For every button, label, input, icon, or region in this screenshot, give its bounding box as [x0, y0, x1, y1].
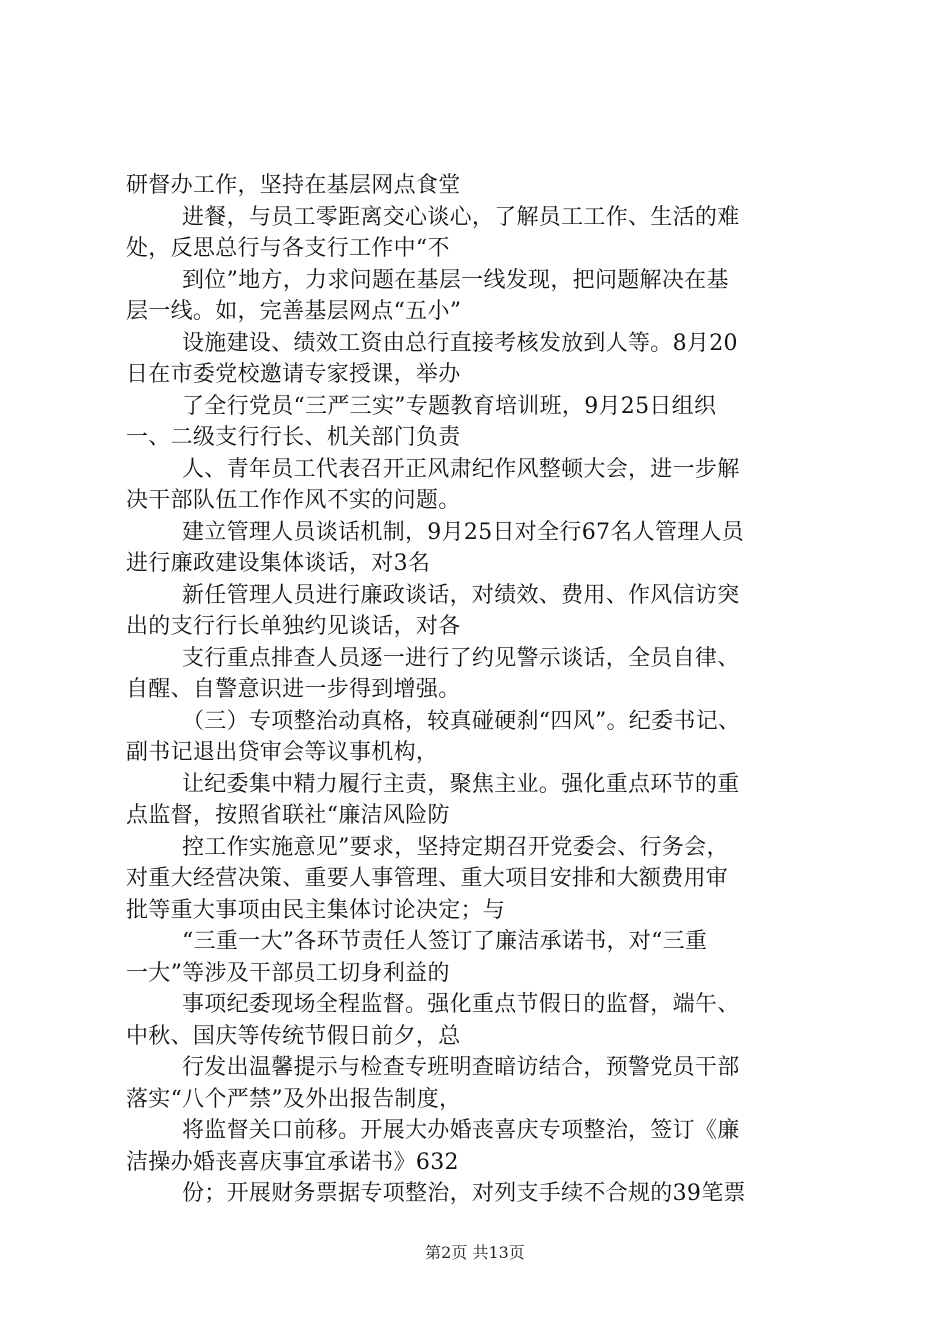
paragraph-line: 一大”等涉及干部员工切身利益的: [126, 960, 450, 986]
paragraph-line: 事项纪委现场全程监督。强化重点节假日的监督，端午、: [182, 992, 740, 1017]
page-number-footer: 第2页 共13页: [425, 1243, 525, 1262]
paragraph-line: 日在市委党校邀请专家授课，举办: [126, 362, 461, 387]
paragraph-line: 新任管理人员进行廉政谈话，对绩效、费用、作风信访突: [182, 582, 740, 608]
paragraph-line: 建立管理人员谈话机制，9月25日对全行67名人管理人员: [182, 519, 745, 545]
paragraph-line: 副书记退出贷审会等议事机构，: [126, 740, 439, 765]
paragraph-line: 落实“八个严禁”及外出报告制度，: [126, 1086, 462, 1112]
paragraph-line: 层一线。如，完善基层网点“五小”: [126, 299, 462, 324]
document-body: [126, 170, 826, 1210]
paragraph-line: 洁操办婚丧喜庆事宜承诺书》632: [126, 1149, 459, 1175]
paragraph-line: 出的支行行长单独约见谈话，对各: [126, 614, 461, 639]
paragraph-line: 设施建设、绩效工资由总行直接考核发放到人等。8月20: [182, 330, 738, 356]
paragraph-line: 支行重点排查人员逐一进行了约见警示谈话，全员自律、: [182, 645, 740, 671]
paragraph-line: 进餐，与员工零距离交心谈心，了解员工工作、生活的难: [182, 204, 740, 230]
paragraph-line: 让纪委集中精力履行主责，聚焦主业。强化重点环节的重: [182, 771, 740, 797]
paragraph-line: 份；开展财务票据专项整治，对列支手续不合规的39笔票: [182, 1181, 746, 1206]
paragraph-line: 行发出温馨提示与检查专班明查暗访结合，预警党员干部: [182, 1055, 740, 1080]
paragraph-line: （三）专项整治动真格，较真碰硬刹“四风”。纪委书记、: [182, 708, 741, 734]
paragraph-line: 控工作实施意见”要求，坚持定期召开党委会、行务会，: [182, 834, 729, 860]
paragraph-line: 将监督关口前移。开展大办婚丧喜庆专项整治，签订《廉: [182, 1118, 740, 1143]
paragraph-line: “三重一大”各环节责任人签订了廉洁承诺书，对“三重: [182, 929, 708, 954]
paragraph-line: 了全行党员“三严三实”专题教育培训班，9月25日组织: [182, 393, 717, 419]
paragraph-line: 批等重大事项由民主集体讨论决定；与: [126, 897, 506, 923]
paragraph-line: 一、二级支行行长、机关部门负责: [126, 425, 461, 450]
paragraph-line: 进行廉政建设集体谈话，对3名: [126, 551, 431, 576]
paragraph-line: 点监督，按照省联社“廉洁风险防: [126, 803, 450, 828]
paragraph-line: 对重大经营决策、重要人事管理、重大项目安排和大额费用审: [126, 866, 729, 891]
paragraph-line: 人、青年员工代表召开正风肃纪作风整顿大会，进一步解: [182, 456, 740, 482]
paragraph-line: 自醒、自警意识进一步得到增强。: [126, 677, 461, 702]
paragraph-line: 决干部队伍工作作风不实的问题。: [126, 488, 461, 513]
paragraph-line: 中秋、国庆等传统节假日前夕，总: [126, 1023, 461, 1049]
paragraph-line: 处，反思总行与各支行工作中“不: [126, 236, 450, 261]
paragraph-line: 到位”地方，力求问题在基层一线发现，把问题解决在基: [182, 267, 729, 293]
paragraph-line: 研督办工作，坚持在基层网点食堂: [126, 173, 461, 198]
